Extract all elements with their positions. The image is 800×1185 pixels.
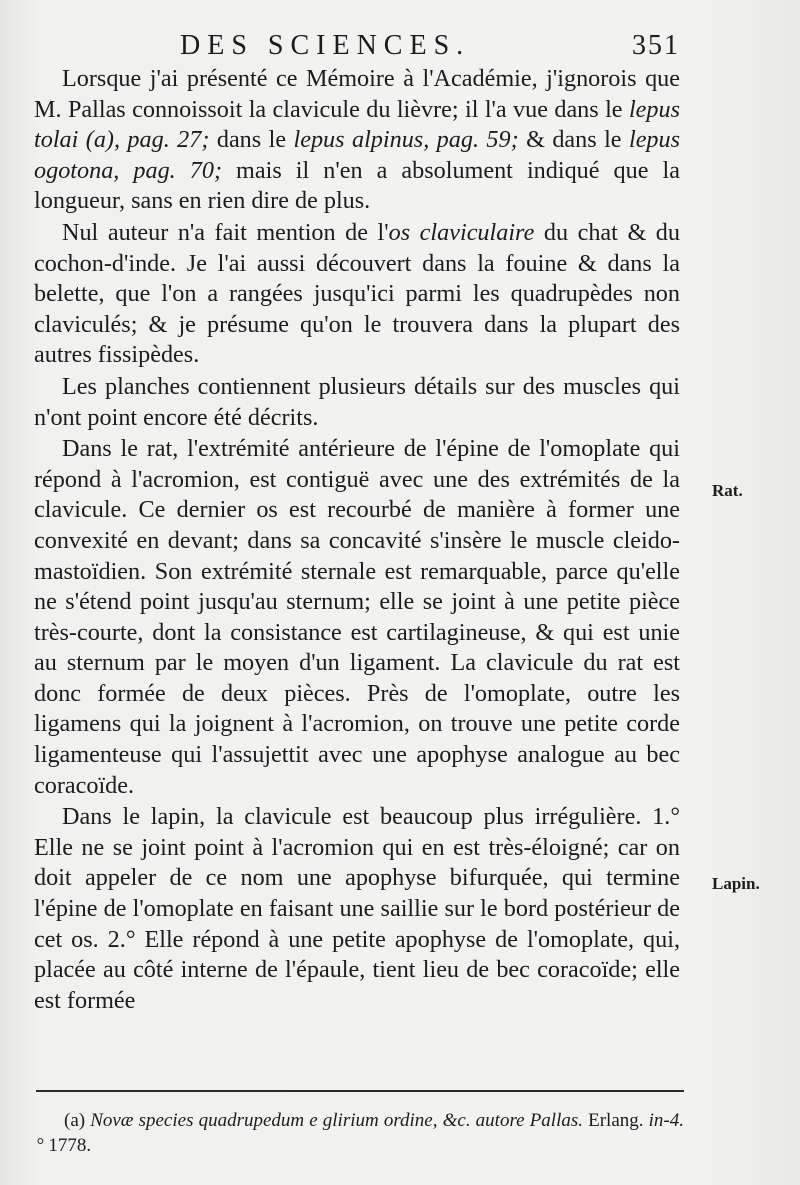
text-segment: Les planches contiennent plusieurs détails sur des muscles qui n'ont point encore été décrits. bbox=[34, 372, 680, 431]
text-segment: Erlang. bbox=[583, 1110, 649, 1131]
footnote-rule bbox=[36, 1090, 684, 1092]
italic-segment: Novæ species quadrupedum e glirium ordine, &c. autore Pallas. bbox=[90, 1110, 584, 1131]
paragraph bbox=[34, 372, 680, 433]
page-number: 351 bbox=[632, 30, 680, 61]
body-text bbox=[34, 64, 680, 1016]
text-segment: & dans le bbox=[518, 126, 629, 154]
text-segment: Dans le rat, l'extrémité antérieure de l'épine de l'omoplate qui répond à l'acromion, est contiguë avec une des extrémités de la clavicule. Ce dernier os est recourbé de manière à former une convexité en devant; dans sa concavité s'insère le muscle cleido-mastoïdien. Son extrémité sternale est remarquable, parce qu'elle ne s'étend point jusqu'au sternum; elle se joint à une petite pièce très-courte, dont la consistance est cartilagineuse, & qui est unie au sternum par le moyen d'un ligament. La clavicule du rat est donc formée de deux pièces. Près de l'omoplate, outre les ligamens qui la joignent à l'acromion, on trouve une petite corde ligamenteuse qui l'assujettit avec une apophyse analogue au bec coracoïde. bbox=[34, 435, 680, 799]
italic-segment: lepus alpinus, pag. 59; bbox=[293, 126, 519, 154]
text-segment: (a) bbox=[64, 1110, 91, 1131]
margin-note-lapin: Lapin. bbox=[712, 874, 760, 893]
text-segment: du chat & du cochon-d'inde. Je l'ai aussi découvert dans la fouine & dans la belette, que l'on a rangées jusqu'ici parmi les quadrupèdes non claviculés; & je présume qu'on le trouvera dans la plupart des autres fissipèdes. bbox=[34, 218, 680, 369]
running-head-title: DES SCIENCES. bbox=[180, 30, 471, 61]
italic-segment: lepus tolai (a), pag. 27; bbox=[34, 95, 680, 154]
footnote-paragraph bbox=[36, 1108, 684, 1158]
margin-note-rat: Rat. bbox=[712, 481, 743, 500]
paragraph bbox=[34, 218, 680, 371]
text-segment: Dans le lapin, la clavicule est beaucoup plus irrégulière. 1.° Elle ne se joint point à l'acromion qui en est très-éloigné; car on doit appeler de ce nom une apophyse bifurquée, qui termine l'épine de l'omoplate en faisant une saillie sur le bord postérieur de cet os. 2.° Elle répond à une petite apophyse de l'omoplate, qui, placée au côté interne de l'épaule, tient lieu de bec coracoïde; elle est formée bbox=[34, 803, 680, 1014]
paragraph bbox=[34, 64, 680, 217]
text-segment: mais il n'en a absolument indiqué que la longueur, sans en rien dire de plus. bbox=[34, 156, 680, 215]
italic-segment: os claviculaire bbox=[388, 218, 535, 246]
italic-segment: in-4.° bbox=[36, 1110, 684, 1156]
italic-segment: lepus ogotona, pag. 70; bbox=[34, 126, 681, 184]
text-segment: 1778. bbox=[43, 1135, 92, 1156]
text-segment: Nul auteur n'a fait mention de l' bbox=[62, 218, 389, 246]
footnote bbox=[36, 1108, 684, 1158]
text-segment: dans le bbox=[209, 126, 294, 154]
text-segment: Lorsque j'ai présenté ce Mémoire à l'Académie, j'ignorois que M. Pallas connoissoit la clavicule du lièvre; il l'a vue dans le bbox=[34, 65, 680, 123]
running-head bbox=[180, 30, 680, 64]
paragraph bbox=[34, 434, 680, 801]
paragraph bbox=[34, 802, 680, 1016]
